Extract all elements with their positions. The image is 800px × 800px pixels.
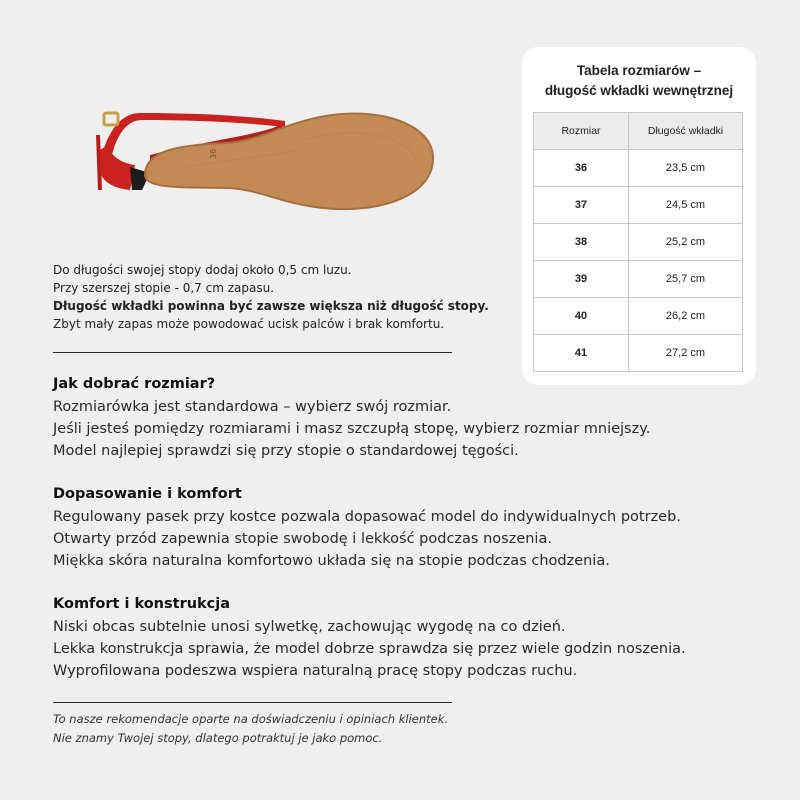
table-row — [534, 298, 743, 335]
size-table — [533, 112, 743, 372]
size-cell: 41 — [534, 335, 629, 372]
length-cell: 27,2 cm — [629, 335, 743, 372]
fit-tips — [53, 261, 523, 333]
sole — [145, 114, 433, 210]
strap-buckle — [104, 113, 118, 125]
tip-line-emphasis: Długość wkładki powinna być zawsze większa niż długość stopy. — [53, 299, 489, 313]
size-cell: 38 — [534, 224, 629, 261]
size-cell: 36 — [534, 150, 629, 187]
divider — [53, 702, 452, 703]
length-cell: 25,7 cm — [629, 261, 743, 298]
table-row — [534, 187, 743, 224]
section-comfort-construction — [53, 594, 773, 682]
length-cell: 25,2 cm — [629, 224, 743, 261]
heel-counter — [98, 145, 135, 190]
section-line: Rozmiarówka jest standardowa – wybierz swój rozmiar. — [53, 399, 452, 415]
tip-line: Do długości swojej stopy dodaj około 0,5 cm luzu. — [53, 263, 352, 277]
size-cell: 39 — [534, 261, 629, 298]
divider — [53, 352, 452, 353]
table-row — [534, 335, 743, 372]
section-size-guide — [53, 374, 773, 462]
table-row — [534, 150, 743, 187]
column-header-size: Rozmiar — [534, 113, 629, 150]
length-cell: 23,5 cm — [629, 150, 743, 187]
size-cell: 40 — [534, 298, 629, 335]
section-line: Wyprofilowana podeszwa wspiera naturalną pracę stopy podczas ruchu. — [53, 663, 578, 679]
size-cell: 37 — [534, 187, 629, 224]
size-chart-title-line1: Tabela rozmiarów – — [576, 63, 702, 78]
size-chart-card — [522, 47, 756, 385]
size-chart-title-line2: długość wkładki wewnętrznej — [544, 83, 734, 98]
table-row — [534, 261, 743, 298]
sandal-product-image — [90, 95, 450, 230]
length-cell: 24,5 cm — [629, 187, 743, 224]
column-header-length: Długość wkładki — [629, 113, 743, 150]
section-heading: Komfort i konstrukcja — [53, 596, 231, 612]
section-line: Lekka konstrukcja sprawia, że model dobrze sprawdza się przez wiele godzin noszenia. — [53, 641, 686, 657]
length-cell: 26,2 cm — [629, 298, 743, 335]
section-line: Niski obcas subtelnie unosi sylwetkę, zachowując wygodę na co dzień. — [53, 619, 566, 635]
tip-line: Zbyt mały zapas może powodować ucisk palców i brak komfortu. — [53, 317, 445, 331]
sole-size-marking: 36 — [209, 148, 218, 159]
tip-line: Przy szerszej stopie - 0,7 cm zapasu. — [53, 281, 275, 295]
section-line: Miękka skóra naturalna komfortowo układa się na stopie podczas chodzenia. — [53, 553, 610, 569]
section-fit-comfort — [53, 484, 773, 572]
table-row — [534, 224, 743, 261]
section-line: Otwarty przód zapewnia stopie swobodę i lekkość podczas noszenia. — [53, 531, 552, 547]
disclaimer-note — [53, 710, 448, 748]
note-line: Nie znamy Twojej stopy, dlatego potraktuj je jako pomoc. — [53, 731, 383, 745]
size-chart-title — [522, 61, 756, 101]
section-heading: Dopasowanie i komfort — [53, 486, 242, 502]
section-line: Regulowany pasek przy kostce pozwala dopasować model do indywidualnych potrzeb. — [53, 509, 681, 525]
section-line: Jeśli jesteś pomiędzy rozmiarami i masz szczupłą stopę, wybierz rozmiar mniejszy. — [53, 421, 651, 437]
section-heading: Jak dobrać rozmiar? — [53, 376, 216, 392]
note-line: To nasze rekomendacje oparte na doświadczeniu i opiniach klientek. — [53, 712, 449, 726]
table-header-row — [534, 113, 743, 150]
section-line: Model najlepiej sprawdzi się przy stopie o standardowej tęgości. — [53, 443, 519, 459]
